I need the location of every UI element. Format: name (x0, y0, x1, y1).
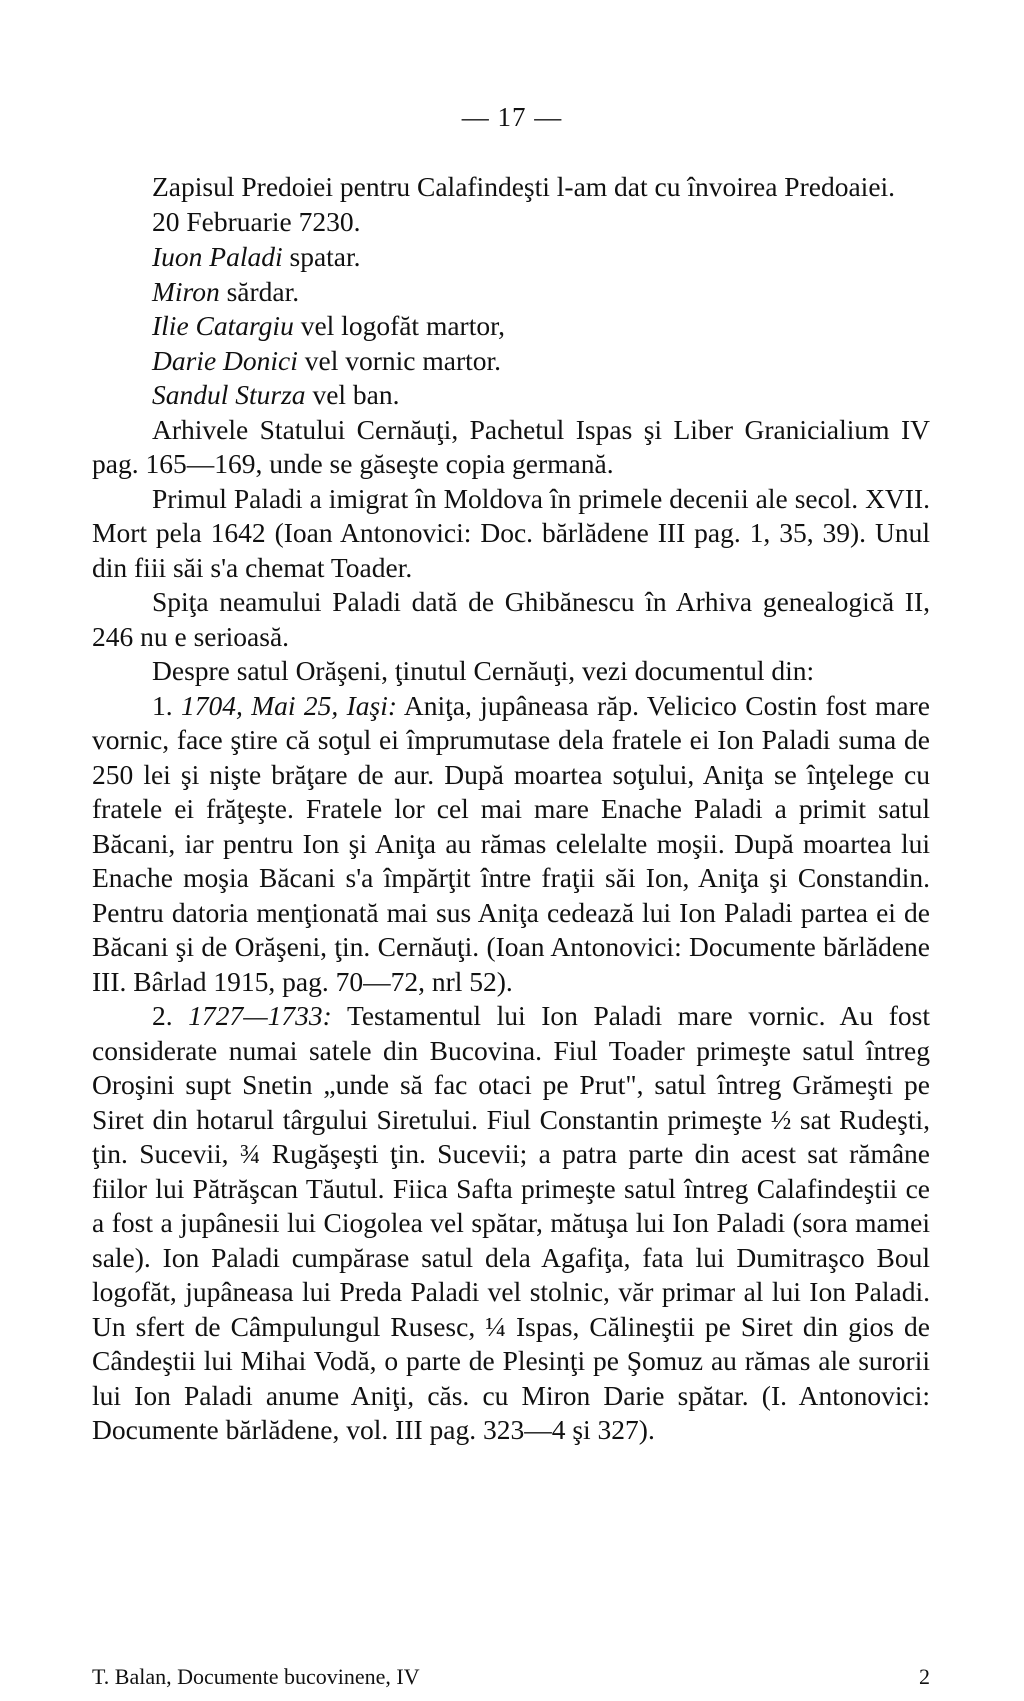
signer-name: Sandul Sturza (152, 379, 306, 410)
signer-title: vel logofăt martor, (300, 310, 506, 341)
list-item (92, 999, 930, 1448)
signer-line (92, 344, 930, 379)
item-number: 2. (152, 1000, 173, 1031)
page-footer (92, 1664, 930, 1690)
signer-line (92, 240, 930, 275)
item-date: 1704, Mai 25, Iaşi: (180, 689, 398, 721)
signer-title: spatar. (289, 241, 361, 272)
intro-paragraph (92, 170, 930, 205)
signer-line (92, 309, 930, 344)
archive-text: Arhivele Statului Cernăuţi, Pachetul Ispas şi Liber Granicialium IV pag. 165—169, unde se găseşte copia germană. (92, 413, 930, 479)
item-date: 1727—1733: (188, 1000, 332, 1031)
signer-name: Miron (152, 275, 220, 307)
signer-line (92, 378, 930, 413)
item-text: Aniţa, jupâneasa răp. Velicico Costin fost mare vornic, face ştire că soţul ei împrumutase dela fratele ei Ion Paladi suma de 250 lei şi nişte brăţare de aur. După moartea soţului, Aniţa se înţelege cu fratele ei frăţeşte. Fratele lor cel mai mare Enache Paladi a primit satul Băcani, iar pentru Ion şi Aniţa au rămas celelalte moşii. După moartea lui Enache moşia Băcani s'a împărţit între fraţii săi Ion, Aniţa şi Constandin. Pentru datoria menţionată mai sus Aniţa cedează lui Ion Paladi partea ei de Băcani şi de Orăşeni, ţin. Cernăuţi. (Ioan Antonovici: Documente bărlădene III. Bârlad 1915, pag. 70—72, nrl 52). (92, 689, 931, 997)
origin-paragraph (92, 482, 930, 586)
list-item (92, 689, 930, 1000)
signer-title: vel ban. (312, 379, 400, 410)
document-body (92, 170, 930, 1448)
signer-name: Ilie Catargiu (152, 310, 294, 341)
spita-text: Spiţa neamului Paladi dată de Ghibănescu în Arhiva genealogică II, 246 nu e serioasă. (92, 586, 930, 652)
village-text: Despre satul Orăşeni, ţinutul Cernăuţi, vezi documentul din: (152, 655, 815, 686)
page-number: — 17 — (461, 102, 563, 132)
signer-line (92, 275, 930, 310)
signer-title: sărdar. (226, 275, 300, 307)
date-line (92, 205, 930, 240)
archive-paragraph (92, 413, 930, 482)
signer-title: vel vornic martor. (304, 344, 502, 376)
village-paragraph (92, 654, 930, 689)
spita-paragraph (92, 585, 930, 654)
item-text: Testamentul lui Ion Paladi mare vornic. Au fost considerate numai satele din Bucovina. Fiul Toader primeşte satul întreg Oroşini supt Snetin „unde să fac otaci pe Prut", satul întreg Grămeşti pe Siret din hotarul târgului Siretului. Fiul Constantin primeşte ½ sat Rudeşti, ţin. Sucevii, ¾ Rugăşeşti ţin. Sucevii; a patra parte din acest sat rămâne fiilor lui Pătrăşcan Tăutul. Fiica Safta primeşte satul întreg Calafindeştii ce a fost a jupânesii lui Ciogolea vel spătar, mătuşa lui Ion Paladi (sora mamei sale). Ion Paladi cumpărase satul dela Agafiţa, fata lui Dumitraşco Boul logofăt, jupâneasa lui Preda Paladi vel stolnic, văr primar al lui Ion Paladi. Un sfert de Câmpulungul Rusesc, ¼ Ispas, Călineştii pe Siret din gios de Cândeştii lui Mihai Vodă, o parte de Plesinţi pe Şomuz au rămas ale surorii lui Ion Paladi anume Aniţi, căs. cu Miron Darie spătar. (I. Antonovici: Documente bărlădene, vol. III pag. 323—4 şi 327). (92, 1000, 931, 1445)
item-number: 1. (152, 689, 173, 721)
footer-signature: 2 (919, 1664, 930, 1689)
signers-list (92, 240, 930, 413)
signer-name: Iuon Paladi (152, 241, 283, 272)
signer-name: Darie Donici (152, 344, 298, 376)
intro-date: 20 Februarie 7230. (152, 205, 361, 237)
intro-line: Zapisul Predoiei pentru Calafindeşti l-am dat cu învoirea Predoaiei. (152, 171, 896, 202)
origin-text: Primul Paladi a imigrat în Moldova în primele decenii ale secol. XVII. Mort pela 1642 (Ioan Antonovici: Doc. bărlădene III pag. 1, 35, 39). Unul din fiii săi s'a chemat Toader. (92, 482, 930, 583)
footer-source: T. Balan, Documente bucovinene, IV (92, 1664, 420, 1689)
